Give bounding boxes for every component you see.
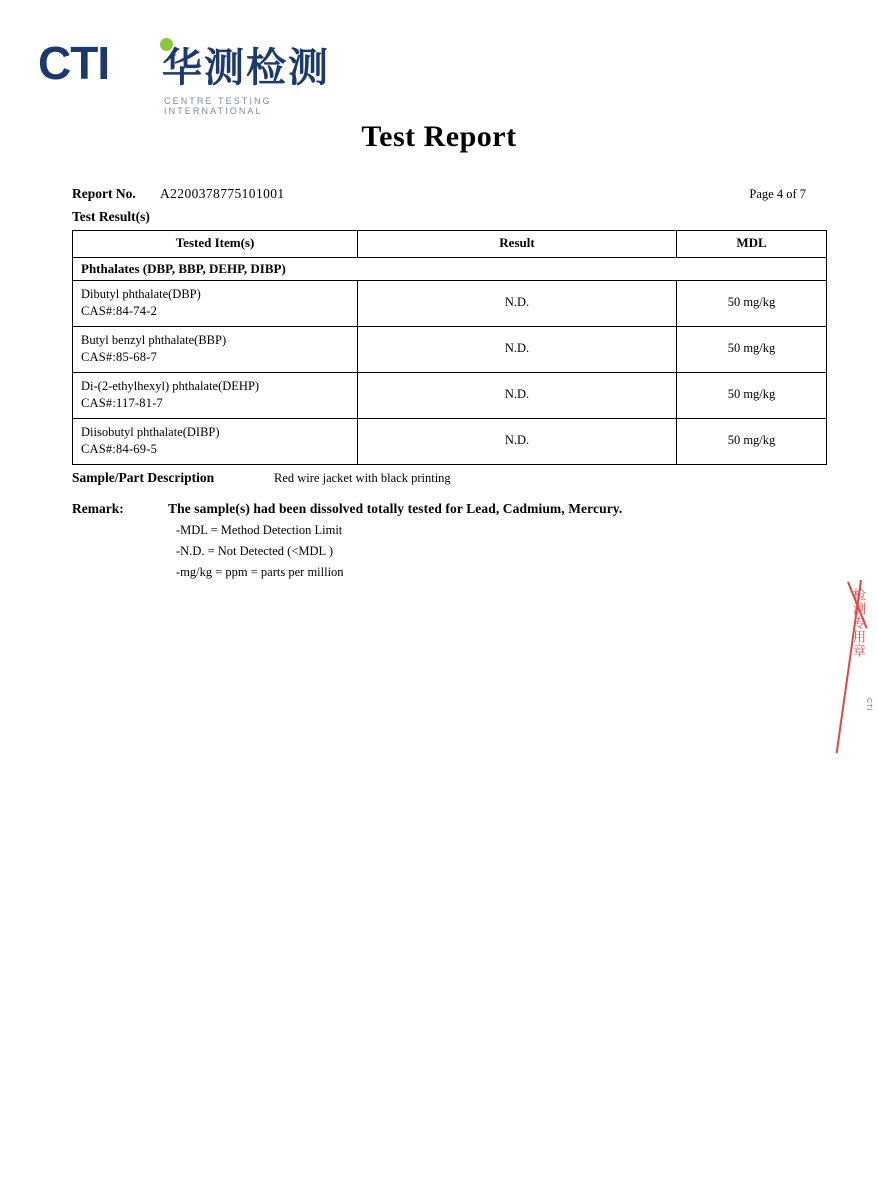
tested-item-cas: CAS#:117-81-7 [81, 396, 164, 410]
page-title: Test Report [361, 120, 517, 153]
column-header-result: Result [358, 231, 677, 258]
tested-item-name: Butyl benzyl phthalate(BBP) [81, 333, 227, 347]
tested-item-cell [73, 373, 358, 419]
result-cell: N.D. [358, 373, 677, 419]
test-results-table [72, 230, 827, 465]
report-no-value: A2200378775101001 [160, 186, 285, 201]
remark-main-text: The sample(s) had been dissolved totally tested for Lead, Cadmium, Mercury. [168, 501, 623, 516]
table-row [73, 281, 827, 327]
tested-item-name: Diisobutyl phthalate(DIBP) [81, 425, 220, 439]
group-label-phthalates: Phthalates (DBP, BBP, DEHP, DIBP) [73, 258, 827, 281]
table-row [73, 373, 827, 419]
tested-item-name: Dibutyl phthalate(DBP) [81, 287, 201, 301]
report-no-label: Report No. [72, 186, 136, 201]
mdl-cell: 50 mg/kg [677, 419, 827, 465]
tested-item-cas: CAS#:84-69-5 [81, 442, 158, 456]
mdl-cell: 50 mg/kg [677, 327, 827, 373]
logo-text-chinese: 华测检测 [162, 46, 330, 90]
page-indicator: Page 4 of 7 [749, 187, 806, 201]
cti-logo [38, 34, 338, 116]
result-cell: N.D. [358, 281, 677, 327]
remark-line-nd: -N.D. = Not Detected (<MDL ) [176, 544, 333, 558]
tested-item-cell [73, 419, 358, 465]
red-seal-stamp [828, 580, 874, 760]
report-meta [72, 186, 806, 204]
tested-item-cas: CAS#:85-68-7 [81, 350, 158, 364]
tested-item-cell [73, 327, 358, 373]
tested-item-cell [73, 281, 358, 327]
table-row [73, 419, 827, 465]
test-results-heading: Test Result(s) [72, 209, 150, 224]
remark-label: Remark: [72, 501, 124, 516]
column-header-mdl: MDL [677, 231, 827, 258]
column-header-tested-item: Tested Item(s) [73, 231, 358, 258]
mdl-cell: 50 mg/kg [677, 373, 827, 419]
result-cell: N.D. [358, 419, 677, 465]
result-cell: N.D. [358, 327, 677, 373]
tested-item-name: Di-(2-ethylhexyl) phthalate(DEHP) [81, 379, 260, 393]
table-header-row [73, 231, 827, 258]
remark-line-mdl: -MDL = Method Detection Limit [176, 523, 343, 537]
logo-text-cti: CTI [38, 37, 110, 89]
table-group-row [73, 258, 827, 281]
logo-subtitle: CENTRE TESTING INTERNATIONAL [164, 96, 272, 116]
stamp-subtext: CTI [865, 698, 872, 711]
tested-item-cas: CAS#:84-74-2 [81, 304, 158, 318]
stamp-text: 检测专用章 [851, 588, 866, 658]
table-row [73, 327, 827, 373]
sample-description-label: Sample/Part Description [72, 470, 215, 485]
remark-line-units: -mg/kg = ppm = parts per million [176, 565, 344, 579]
sample-description-value: Red wire jacket with black printing [274, 471, 451, 485]
mdl-cell: 50 mg/kg [677, 281, 827, 327]
